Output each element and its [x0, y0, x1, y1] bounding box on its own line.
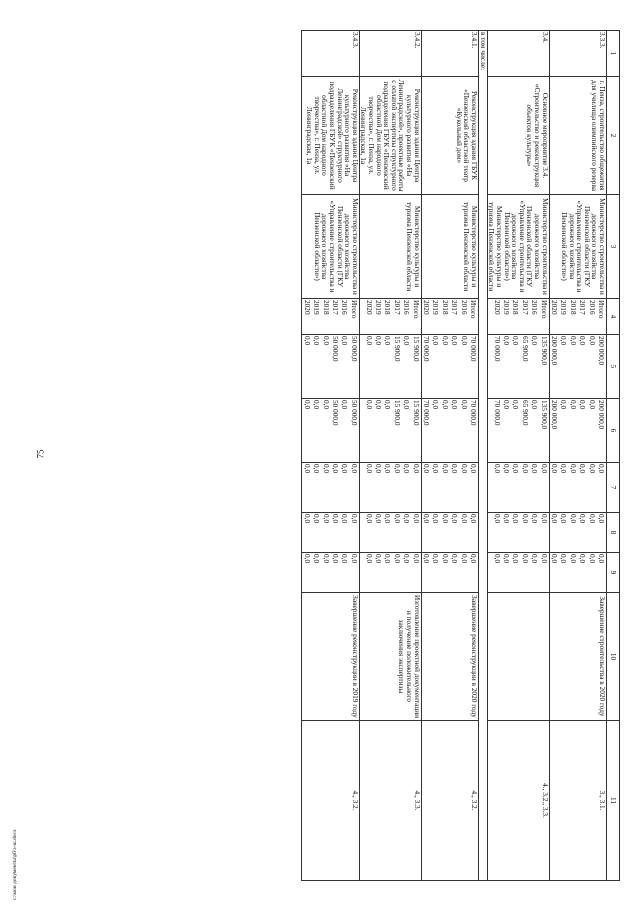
regional-funding-value: 0,0	[402, 400, 412, 410]
expected-result: Изготовление проектной документации и получение положительного заключения экспертизы	[359, 593, 421, 721]
other-funding-value: 0,0	[511, 554, 521, 564]
federal-funding	[302, 463, 359, 513]
other-funding-value: 0,0	[559, 554, 569, 564]
years-list-value: 2016	[587, 300, 597, 315]
total-funding-value: 50 000,0	[349, 336, 359, 362]
regional-funding-value: 0,0	[511, 400, 521, 410]
total-funding-value: 0,0	[312, 336, 322, 346]
regional-funding-value: 0,0	[302, 400, 312, 410]
other-funding-value: 0,0	[364, 554, 374, 564]
local-funding-value: 0,0	[331, 514, 341, 524]
indicator-reference: 4., 3.2.	[421, 721, 478, 881]
local-funding-value: 0,0	[431, 514, 441, 524]
local-funding-value: 0,0	[511, 514, 521, 524]
regional-funding-value: 0,0	[312, 400, 322, 410]
regional-funding-value: 0,0	[321, 400, 331, 410]
column-header: 9	[607, 553, 620, 593]
local-funding-value: 0,0	[550, 514, 560, 524]
column-header: 7	[607, 463, 620, 513]
years-list-value: 2018	[511, 300, 521, 315]
total-funding-value: 0,0	[340, 336, 350, 346]
other-funding-value: 0,0	[431, 554, 441, 564]
other-funding-value: 0,0	[302, 554, 312, 564]
federal-funding-value: 0,0	[383, 464, 393, 474]
local-funding-value: 0,0	[520, 514, 530, 524]
federal-funding-value: 0,0	[331, 464, 341, 474]
years-list-value: 2020	[550, 300, 560, 315]
federal-funding-value: 0,0	[302, 464, 312, 474]
federal-funding	[487, 463, 549, 513]
federal-funding-value: 0,0	[468, 464, 478, 474]
regional-funding-value: 0,0	[431, 400, 441, 410]
local-funding-value: 0,0	[312, 514, 322, 524]
executor: Министерство строительства и дорожного хозяйства Пензенской области (ГКУ «Управление строительства и дорожного хозяйства Пензенской области»)	[549, 195, 606, 299]
local-funding-value: 0,0	[502, 514, 512, 524]
activity-name: Реконструкция здания Центра культурного развития «На Ленинградской», проектные работы с оплатой экспертизы структурного подразделения ГБУК «Пензенский областной Дом народного творчества», г. Пенза, ул. Ленинградская, 1а	[359, 77, 421, 195]
other-funding	[487, 553, 549, 593]
column-header: 1	[607, 31, 620, 77]
regional-funding-value: 0,0	[340, 400, 350, 410]
program-table	[301, 30, 620, 881]
regional-funding	[421, 399, 478, 463]
local-funding-value: 0,0	[349, 514, 359, 524]
years-list-value: 2020	[492, 300, 502, 315]
local-funding-value: 0,0	[597, 514, 606, 524]
other-funding-value: 0,0	[440, 554, 450, 564]
regional-funding-value: 0,0	[459, 400, 469, 410]
federal-funding-value: 0,0	[340, 464, 350, 474]
local-funding-value: 0,0	[530, 514, 540, 524]
regional-funding-value: 0,0	[450, 400, 460, 410]
page-number: 75	[35, 449, 46, 459]
other-funding-value: 0,0	[568, 554, 578, 564]
total-funding-value: 0,0	[578, 336, 588, 346]
total-funding-value: 0,0	[450, 336, 460, 346]
years-list	[359, 299, 421, 335]
regional-funding-value: 65 900,0	[520, 400, 530, 426]
federal-funding-value: 0,0	[492, 464, 502, 474]
other-funding-value: 0,0	[321, 554, 331, 564]
regional-funding-value: 0,0	[364, 400, 374, 410]
years-list	[421, 299, 478, 335]
regional-funding-value: 0,0	[440, 400, 450, 410]
total-funding-value: 0,0	[321, 336, 331, 346]
regional-funding-value: 50 000,0	[331, 400, 341, 426]
total-funding-value: 15 900,0	[392, 336, 402, 362]
other-funding	[302, 553, 359, 593]
footer-path: c:\мои документы\рб\з-ш.docx	[12, 829, 18, 900]
other-funding-value: 0,0	[421, 554, 431, 564]
other-funding	[549, 553, 606, 593]
federal-funding-value: 0,0	[349, 464, 359, 474]
regional-funding	[487, 399, 549, 463]
total-funding-value: 0,0	[374, 336, 383, 346]
total-funding-value: 0,0	[364, 336, 374, 346]
federal-funding-value: 0,0	[597, 464, 606, 474]
other-funding-value: 0,0	[402, 554, 412, 564]
years-list-value: Итого	[539, 300, 549, 319]
indicator-reference: 3., 3.1.	[549, 721, 606, 881]
federal-funding-value: 0,0	[502, 464, 512, 474]
column-header: 6	[607, 399, 620, 463]
other-funding-value: 0,0	[392, 554, 402, 564]
row-number: 3.4.3.	[302, 31, 359, 77]
regional-funding-value: 70 000,0	[468, 400, 478, 426]
years-list-value: 2017	[520, 300, 530, 315]
in-that-number-label: в том числе:	[478, 31, 487, 881]
column-header: 4	[607, 299, 620, 335]
row-number: 3.4.1.	[421, 31, 478, 77]
local-funding-value: 0,0	[421, 514, 431, 524]
other-funding-value: 0,0	[450, 554, 460, 564]
years-list-value: 2019	[502, 300, 512, 315]
table-row	[302, 31, 359, 881]
executor: Министерство культуры и туризма Пензенской области	[359, 195, 421, 299]
table-row	[487, 31, 549, 881]
regional-funding-value: 0,0	[530, 400, 540, 410]
total-funding-value: 0,0	[559, 336, 569, 346]
other-funding-value: 0,0	[539, 554, 549, 564]
local-funding-value: 0,0	[559, 514, 569, 524]
local-funding-value: 0,0	[321, 514, 331, 524]
column-header: 10	[607, 593, 620, 721]
regional-funding-value: 70 000,0	[492, 400, 502, 426]
total-funding-value: 50 000,0	[331, 336, 341, 362]
regional-funding-value: 0,0	[383, 400, 393, 410]
other-funding-value: 0,0	[340, 554, 350, 564]
local-funding-value: 0,0	[459, 514, 469, 524]
years-list-value: 2016	[402, 300, 412, 315]
total-funding-value: 0,0	[402, 336, 412, 346]
years-list-value: Итого	[411, 300, 421, 319]
column-header: 8	[607, 513, 620, 553]
years-list-value: 2018	[440, 300, 450, 315]
years-list-value: 2019	[431, 300, 441, 315]
other-funding-value: 0,0	[312, 554, 322, 564]
column-header: 5	[607, 335, 620, 399]
total-funding-value: 200 000,0	[550, 336, 560, 366]
regional-funding-value: 200 000,0	[597, 400, 606, 430]
federal-funding-value: 0,0	[402, 464, 412, 474]
expected-result: Завершение строительства в 2020 году	[549, 593, 606, 721]
local-funding-value: 0,0	[492, 514, 502, 524]
activity-name: Реконструкция здания ГБУК «Пензенский областной театр «Кукольный дом»	[421, 77, 478, 195]
years-list-value: 2018	[383, 300, 393, 315]
total-funding-value: 15 900,0	[411, 336, 421, 362]
total-funding-value: 0,0	[530, 336, 540, 346]
federal-funding-value: 0,0	[321, 464, 331, 474]
federal-funding-value: 0,0	[312, 464, 322, 474]
years-list-value: 2016	[459, 300, 469, 315]
local-funding-value: 0,0	[578, 514, 588, 524]
regional-funding-value: 135 900,0	[539, 400, 549, 430]
local-funding-value: 0,0	[468, 514, 478, 524]
other-funding-value: 0,0	[492, 554, 502, 564]
years-list	[549, 299, 606, 335]
expected-result	[487, 593, 549, 721]
years-list-value: 2017	[331, 300, 341, 315]
federal-funding-value: 0,0	[520, 464, 530, 474]
activity-name: Основное мероприятие 3.4. «Строительство и реконструкция объектов культуры»	[487, 77, 549, 195]
total-funding-value: 70 000,0	[468, 336, 478, 362]
years-list-value: 2019	[374, 300, 383, 315]
local-funding-value: 0,0	[411, 514, 421, 524]
row-number: 3.4.	[487, 31, 549, 77]
total-funding-value: 0,0	[440, 336, 450, 346]
federal-funding	[549, 463, 606, 513]
total-funding-value: 70 000,0	[421, 336, 431, 362]
other-funding-value: 0,0	[587, 554, 597, 564]
local-funding	[421, 513, 478, 553]
regional-funding	[549, 399, 606, 463]
indicator-reference: 4., 3.3.	[359, 721, 421, 881]
row-number: 3.3.3.	[549, 31, 606, 77]
indicator-reference: 4., 3.2., 3.3.	[487, 721, 549, 881]
table-row	[549, 31, 606, 881]
regional-funding	[302, 399, 359, 463]
other-funding-value: 0,0	[520, 554, 530, 564]
federal-funding-value: 0,0	[450, 464, 460, 474]
other-funding-value: 0,0	[578, 554, 588, 564]
local-funding	[549, 513, 606, 553]
column-header: 11	[607, 721, 620, 881]
years-list-value: 2017	[450, 300, 460, 315]
other-funding-value: 0,0	[459, 554, 469, 564]
federal-funding-value: 0,0	[431, 464, 441, 474]
federal-funding-value: 0,0	[364, 464, 374, 474]
regional-funding-value: 0,0	[587, 400, 597, 410]
federal-funding	[421, 463, 478, 513]
regional-funding-value: 0,0	[568, 400, 578, 410]
years-list	[302, 299, 359, 335]
column-header: 3	[607, 195, 620, 299]
other-funding-value: 0,0	[530, 554, 540, 564]
other-funding	[359, 553, 421, 593]
federal-funding-value: 0,0	[539, 464, 549, 474]
regional-funding	[359, 399, 421, 463]
other-funding-value: 0,0	[550, 554, 560, 564]
federal-funding-value: 0,0	[459, 464, 469, 474]
regional-funding-value: 0,0	[559, 400, 569, 410]
local-funding-value: 0,0	[450, 514, 460, 524]
federal-funding-value: 0,0	[374, 464, 383, 474]
years-list-value: Итого	[349, 300, 359, 319]
other-funding-value: 0,0	[597, 554, 606, 564]
years-list-value: 2016	[530, 300, 540, 315]
federal-funding-value: 0,0	[511, 464, 521, 474]
row-number: 3.4.2.	[359, 31, 421, 77]
indicator-reference: 4., 3.2.	[302, 721, 359, 881]
total-funding	[421, 335, 478, 399]
years-list-value: 2019	[312, 300, 322, 315]
regional-funding-value: 200 000,0	[550, 400, 560, 430]
other-funding-value: 0,0	[411, 554, 421, 564]
federal-funding	[359, 463, 421, 513]
federal-funding-value: 0,0	[530, 464, 540, 474]
local-funding-value: 0,0	[383, 514, 393, 524]
regional-funding-value: 70 000,0	[421, 400, 431, 426]
other-funding-value: 0,0	[349, 554, 359, 564]
local-funding-value: 0,0	[402, 514, 412, 524]
table-row	[421, 31, 478, 881]
local-funding-value: 0,0	[568, 514, 578, 524]
regional-funding-value: 0,0	[578, 400, 588, 410]
total-funding-value: 0,0	[302, 336, 312, 346]
years-list-value: 2019	[559, 300, 569, 315]
table-row	[359, 31, 421, 881]
subsection-row	[478, 31, 487, 881]
federal-funding-value: 0,0	[578, 464, 588, 474]
other-funding-value: 0,0	[331, 554, 341, 564]
total-funding-value: 0,0	[383, 336, 393, 346]
expected-result: Завершение реконструкции в 2019 году	[302, 593, 359, 721]
federal-funding-value: 0,0	[411, 464, 421, 474]
local-funding-value: 0,0	[364, 514, 374, 524]
other-funding	[421, 553, 478, 593]
regional-funding-value: 0,0	[374, 400, 383, 410]
total-funding-value: 0,0	[568, 336, 578, 346]
years-list-value: 2018	[568, 300, 578, 315]
local-funding-value: 0,0	[539, 514, 549, 524]
total-funding-value: 0,0	[587, 336, 597, 346]
total-funding	[359, 335, 421, 399]
executor: Министерство строительства и дорожного хозяйства Пензенской области (ГКУ «Управление строительства и дорожного хозяйства Пензенской области») Министерство культуры и туризма Пензенской области	[487, 195, 549, 299]
local-funding	[487, 513, 549, 553]
activity-name: г. Пенза, строительство общежития для училища олимпийского резерва	[549, 77, 606, 195]
years-list-value: 2020	[421, 300, 431, 315]
years-list-value: Итого	[468, 300, 478, 319]
total-funding-value: 65 900,0	[520, 336, 530, 362]
regional-funding-value: 0,0	[502, 400, 512, 410]
years-list-value: Итого	[597, 300, 606, 319]
other-funding-value: 0,0	[374, 554, 383, 564]
years-list	[487, 299, 549, 335]
total-funding-value: 200 000,0	[597, 336, 606, 366]
years-list-value: 2017	[392, 300, 402, 315]
column-header: 2	[607, 77, 620, 195]
regional-funding-value: 50 000,0	[349, 400, 359, 426]
regional-funding-value: 15 900,0	[392, 400, 402, 426]
years-list-value: 2017	[578, 300, 588, 315]
expected-result: Завершение реконструкции в 2020 году	[421, 593, 478, 721]
total-funding	[302, 335, 359, 399]
total-funding-value: 0,0	[431, 336, 441, 346]
local-funding-value: 0,0	[440, 514, 450, 524]
local-funding-value: 0,0	[392, 514, 402, 524]
local-funding-value: 0,0	[587, 514, 597, 524]
years-list-value: 2020	[364, 300, 374, 315]
total-funding-value: 0,0	[502, 336, 512, 346]
years-list-value: 2018	[321, 300, 331, 315]
years-list-value: 2020	[302, 300, 312, 315]
total-funding-value: 0,0	[511, 336, 521, 346]
local-funding-value: 0,0	[340, 514, 350, 524]
executor: Министерство культуры и туризма Пензенской области	[421, 195, 478, 299]
federal-funding-value: 0,0	[421, 464, 431, 474]
other-funding-value: 0,0	[383, 554, 393, 564]
total-funding	[487, 335, 549, 399]
total-funding	[549, 335, 606, 399]
federal-funding-value: 0,0	[559, 464, 569, 474]
years-list-value: 2016	[340, 300, 350, 315]
total-funding-value: 135 900,0	[539, 336, 549, 366]
federal-funding-value: 0,0	[392, 464, 402, 474]
activity-name: Реконструкция здания Центра культурного развития «На Ленинградской» структурного подразделения ГБУК «Пензенский областной Дом народного творчества», г. Пенза, ул. Ленинградская, 1а	[302, 77, 359, 195]
local-funding	[359, 513, 421, 553]
other-funding-value: 0,0	[502, 554, 512, 564]
regional-funding-value: 15 900,0	[411, 400, 421, 426]
local-funding-value: 0,0	[374, 514, 383, 524]
federal-funding-value: 0,0	[587, 464, 597, 474]
local-funding-value: 0,0	[302, 514, 312, 524]
other-funding-value: 0,0	[468, 554, 478, 564]
total-funding-value: 70 000,0	[492, 336, 502, 362]
executor: Министерство строительства и дорожного хозяйства Пензенской области (ГКУ «Управление строительства и дорожного хозяйства Пензенской области»)	[302, 195, 359, 299]
federal-funding-value: 0,0	[568, 464, 578, 474]
federal-funding-value: 0,0	[550, 464, 560, 474]
total-funding-value: 0,0	[459, 336, 469, 346]
rotated-table-container	[88, 30, 620, 880]
header-row	[607, 31, 620, 881]
federal-funding-value: 0,0	[440, 464, 450, 474]
local-funding	[302, 513, 359, 553]
